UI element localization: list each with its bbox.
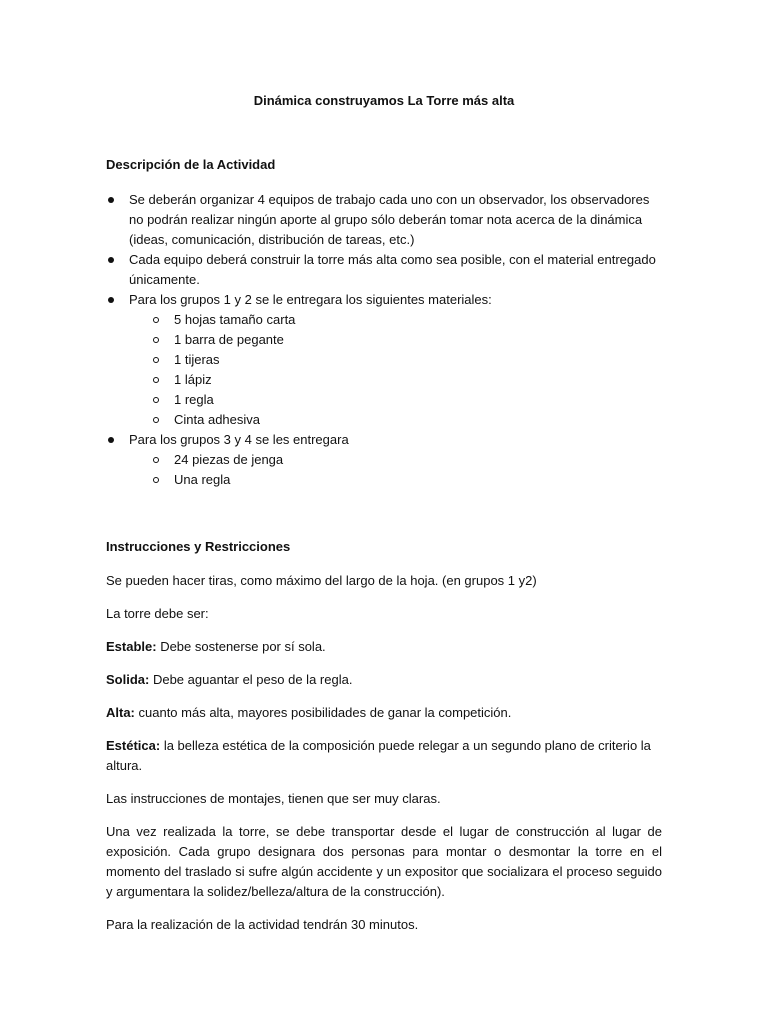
list-item-text: Para los grupos 1 y 2 se le entregara los siguientes materiales: (129, 292, 492, 307)
list-item (106, 290, 666, 430)
text-alta: cuanto más alta, mayores posibilidades de ganar la competición. (134, 705, 512, 720)
description-list (106, 190, 666, 490)
paragraph-alta (106, 703, 662, 723)
list-item (106, 190, 666, 250)
label-estable: Estable: (106, 639, 157, 654)
list-item: 1 barra de pegante (129, 330, 666, 350)
paragraph-strips: Se pueden hacer tiras, como máximo del largo de la hoja. (en grupos 1 y2) (106, 573, 537, 588)
list-item-text: Para los grupos 3 y 4 se les entregara (129, 432, 349, 447)
section-heading-instructions: Instrucciones y Restricciones (106, 539, 291, 554)
list-item: Una regla (129, 470, 666, 490)
paragraph-time: Para la realización de la actividad tendrán 30 minutos. (106, 917, 419, 932)
label-estetica: Estética: (106, 738, 161, 753)
paragraph-tower-must-be: La torre debe ser: (106, 606, 209, 621)
list-item: 1 regla (129, 390, 666, 410)
paragraph-instructions-clear: Las instrucciones de montajes, tienen que ser muy claras. (106, 791, 441, 806)
materials-list-groups-3-4 (129, 450, 666, 490)
paragraph-estetica (106, 736, 662, 776)
list-item: 5 hojas tamaño carta (129, 310, 666, 330)
list-item: 1 tijeras (129, 350, 666, 370)
materials-list-groups-1-2 (129, 310, 666, 430)
list-item-text: Cada equipo deberá construir la torre más alta como sea posible, con el material entregado únicamente. (129, 252, 656, 287)
list-item: Cinta adhesiva (129, 410, 666, 430)
label-alta: Alta: (106, 705, 135, 720)
list-item: 1 lápiz (129, 370, 666, 390)
label-solida: Solida: (106, 672, 150, 687)
paragraph-estable (106, 637, 662, 657)
text-solida: Debe aguantar el peso de la regla. (149, 672, 353, 687)
list-item (106, 250, 666, 290)
list-item (106, 430, 666, 490)
section-heading-description: Descripción de la Actividad (106, 157, 276, 172)
paragraph-solida (106, 670, 662, 690)
text-estetica: la belleza estética de la composición puede relegar a un segundo plano de criterio la altura. (106, 738, 651, 773)
text-estable: Debe sostenerse por sí sola. (156, 639, 326, 654)
page-title: Dinámica construyamos La Torre más alta (253, 93, 515, 108)
list-item-text: Se deberán organizar 4 equipos de trabajo cada uno con un observador, los observadores no podrán realizar ningún aporte al grupo sólo deberán tomar nota acerca de la dinámica (ideas, comunicación, distribución de tareas, etc.) (129, 192, 650, 247)
list-item: 24 piezas de jenga (129, 450, 666, 470)
paragraph-transport: Una vez realizada la torre, se debe transportar desde el lugar de construcción al lugar de exposición. Cada grupo designara dos personas para montar o desmontar la torre en el momento del traslado si sufre algún accidente y un expositor que socializara el proceso seguido y argumentara la solidez/belleza/altura de la construcción). (106, 824, 662, 899)
